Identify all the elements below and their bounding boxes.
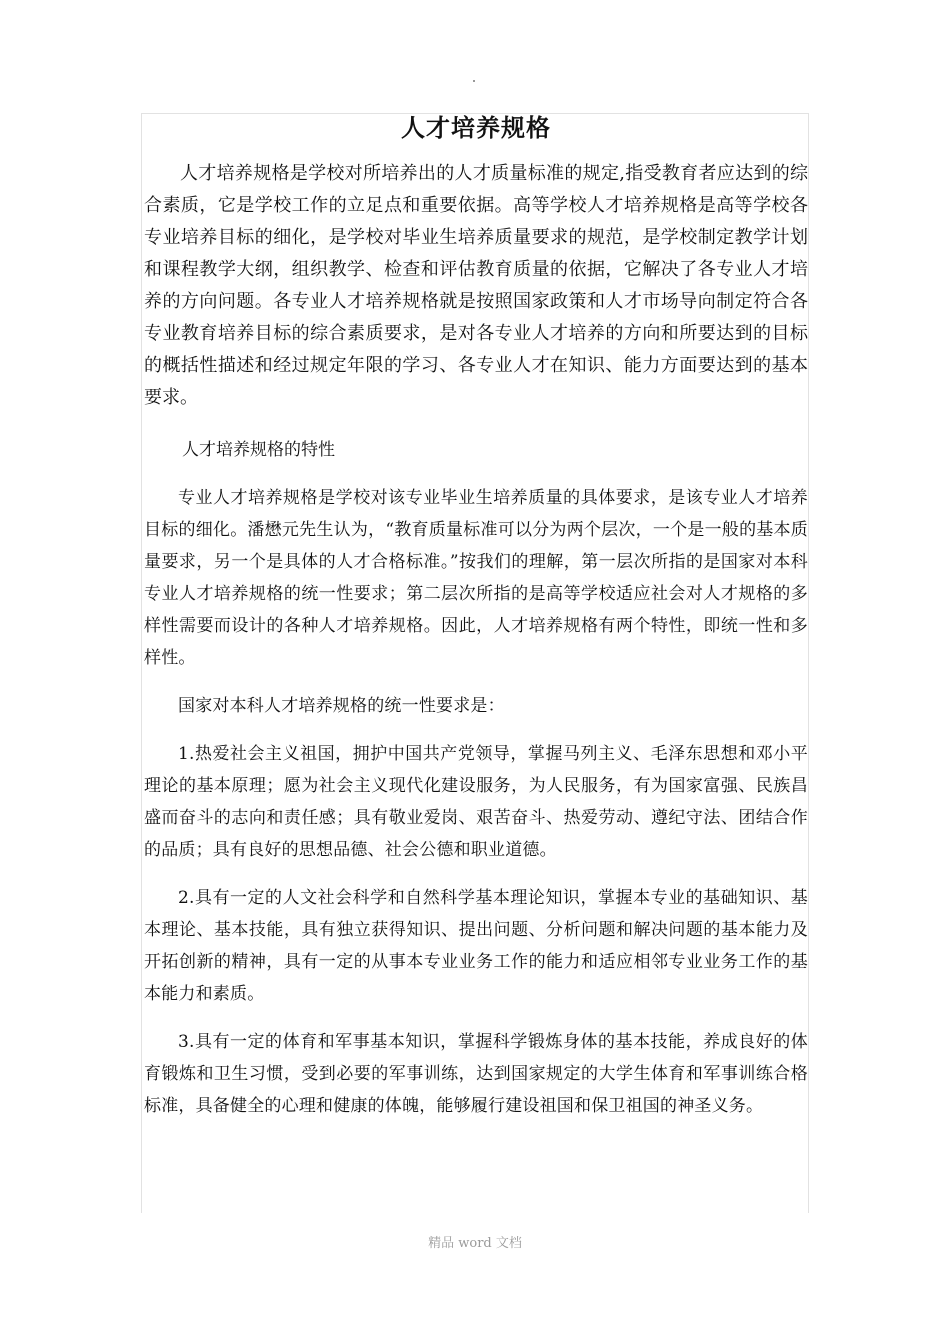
- document-title: 人才培养规格: [401, 114, 551, 142]
- intro-paragraph: 人才培养规格是学校对所培养出的人才质量标准的规定,指受教育者应达到的综合素质，它是学校工作的立足点和重要依据。高等学校人才培养规格是高等学校各专业培养目标的细化，是学校对毕业生培养质量要求的规范，是学校制定教学计划和课程教学大纲，组织教学、检查和评估教育质量的依据，它解决了各专业人才培养的方向问题。各专业人才培养规格就是按照国家政策和人才市场导向制定符合各专业教育培养目标的综合素质要求，是对各专业人才培养的方向和所要达到的目标的概括性描述和经过规定年限的学习、各专业人才在知识、能力方面要达到的基本要求。: [144, 163, 808, 408]
- header-dot: [473, 80, 475, 82]
- paragraph-3: 国家对本科人才培养规格的统一性要求是：: [178, 696, 505, 716]
- document-body: [144, 108, 808, 1138]
- list-item-3: 3.具有一定的体育和军事基本知识，掌握科学锻炼身体的基本技能，养成良好的体育锻炼和卫生习惯，受到必要的军事训练，达到国家规定的大学生体育和军事训练合格标准，具备健全的心理和健康的体魄，能够履行建设祖国和保卫祖国的神圣义务。: [144, 1032, 808, 1116]
- page-footer: 精品 word 文档: [428, 1236, 522, 1251]
- paragraph-2: 专业人才培养规格是学校对该专业毕业生培养质量的具体要求，是该专业人才培养目标的细化。潘懋元先生认为，“教育质量标准可以分为两个层次，一个是一般的基本质量要求，另一个是具体的人才合格标准。”按我们的理解，第一层次所指的是国家对本科专业人才培养规格的统一性要求；第二层次所指的是高等学校适应社会对人才规格的多样性需要而设计的各种人才培养规格。因此，人才培养规格有两个特性，即统一性和多样性。: [144, 488, 808, 668]
- list-item-2: 2.具有一定的人文社会科学和自然科学基本理论知识，掌握本专业的基础知识、基本理论、基本技能，具有独立获得知识、提出问题、分析问题和解决问题的基本能力及开拓创新的精神，具有一定的从事本专业业务工作的能力和适应相邻专业业务工作的基本能力和素质。: [144, 888, 808, 1004]
- list-item-1: 1.热爱社会主义祖国，拥护中国共产党领导，掌握马列主义、毛泽东思想和邓小平理论的基本原理；愿为社会主义现代化建设服务，为人民服务，有为国家富强、民族昌盛而奋斗的志向和责任感；具有敬业爱岗、艰苦奋斗、热爱劳动、遵纪守法、团结合作的品质；具有良好的思想品德、社会公德和职业道德。: [144, 744, 808, 860]
- subheading: 人才培养规格的特性: [182, 440, 335, 460]
